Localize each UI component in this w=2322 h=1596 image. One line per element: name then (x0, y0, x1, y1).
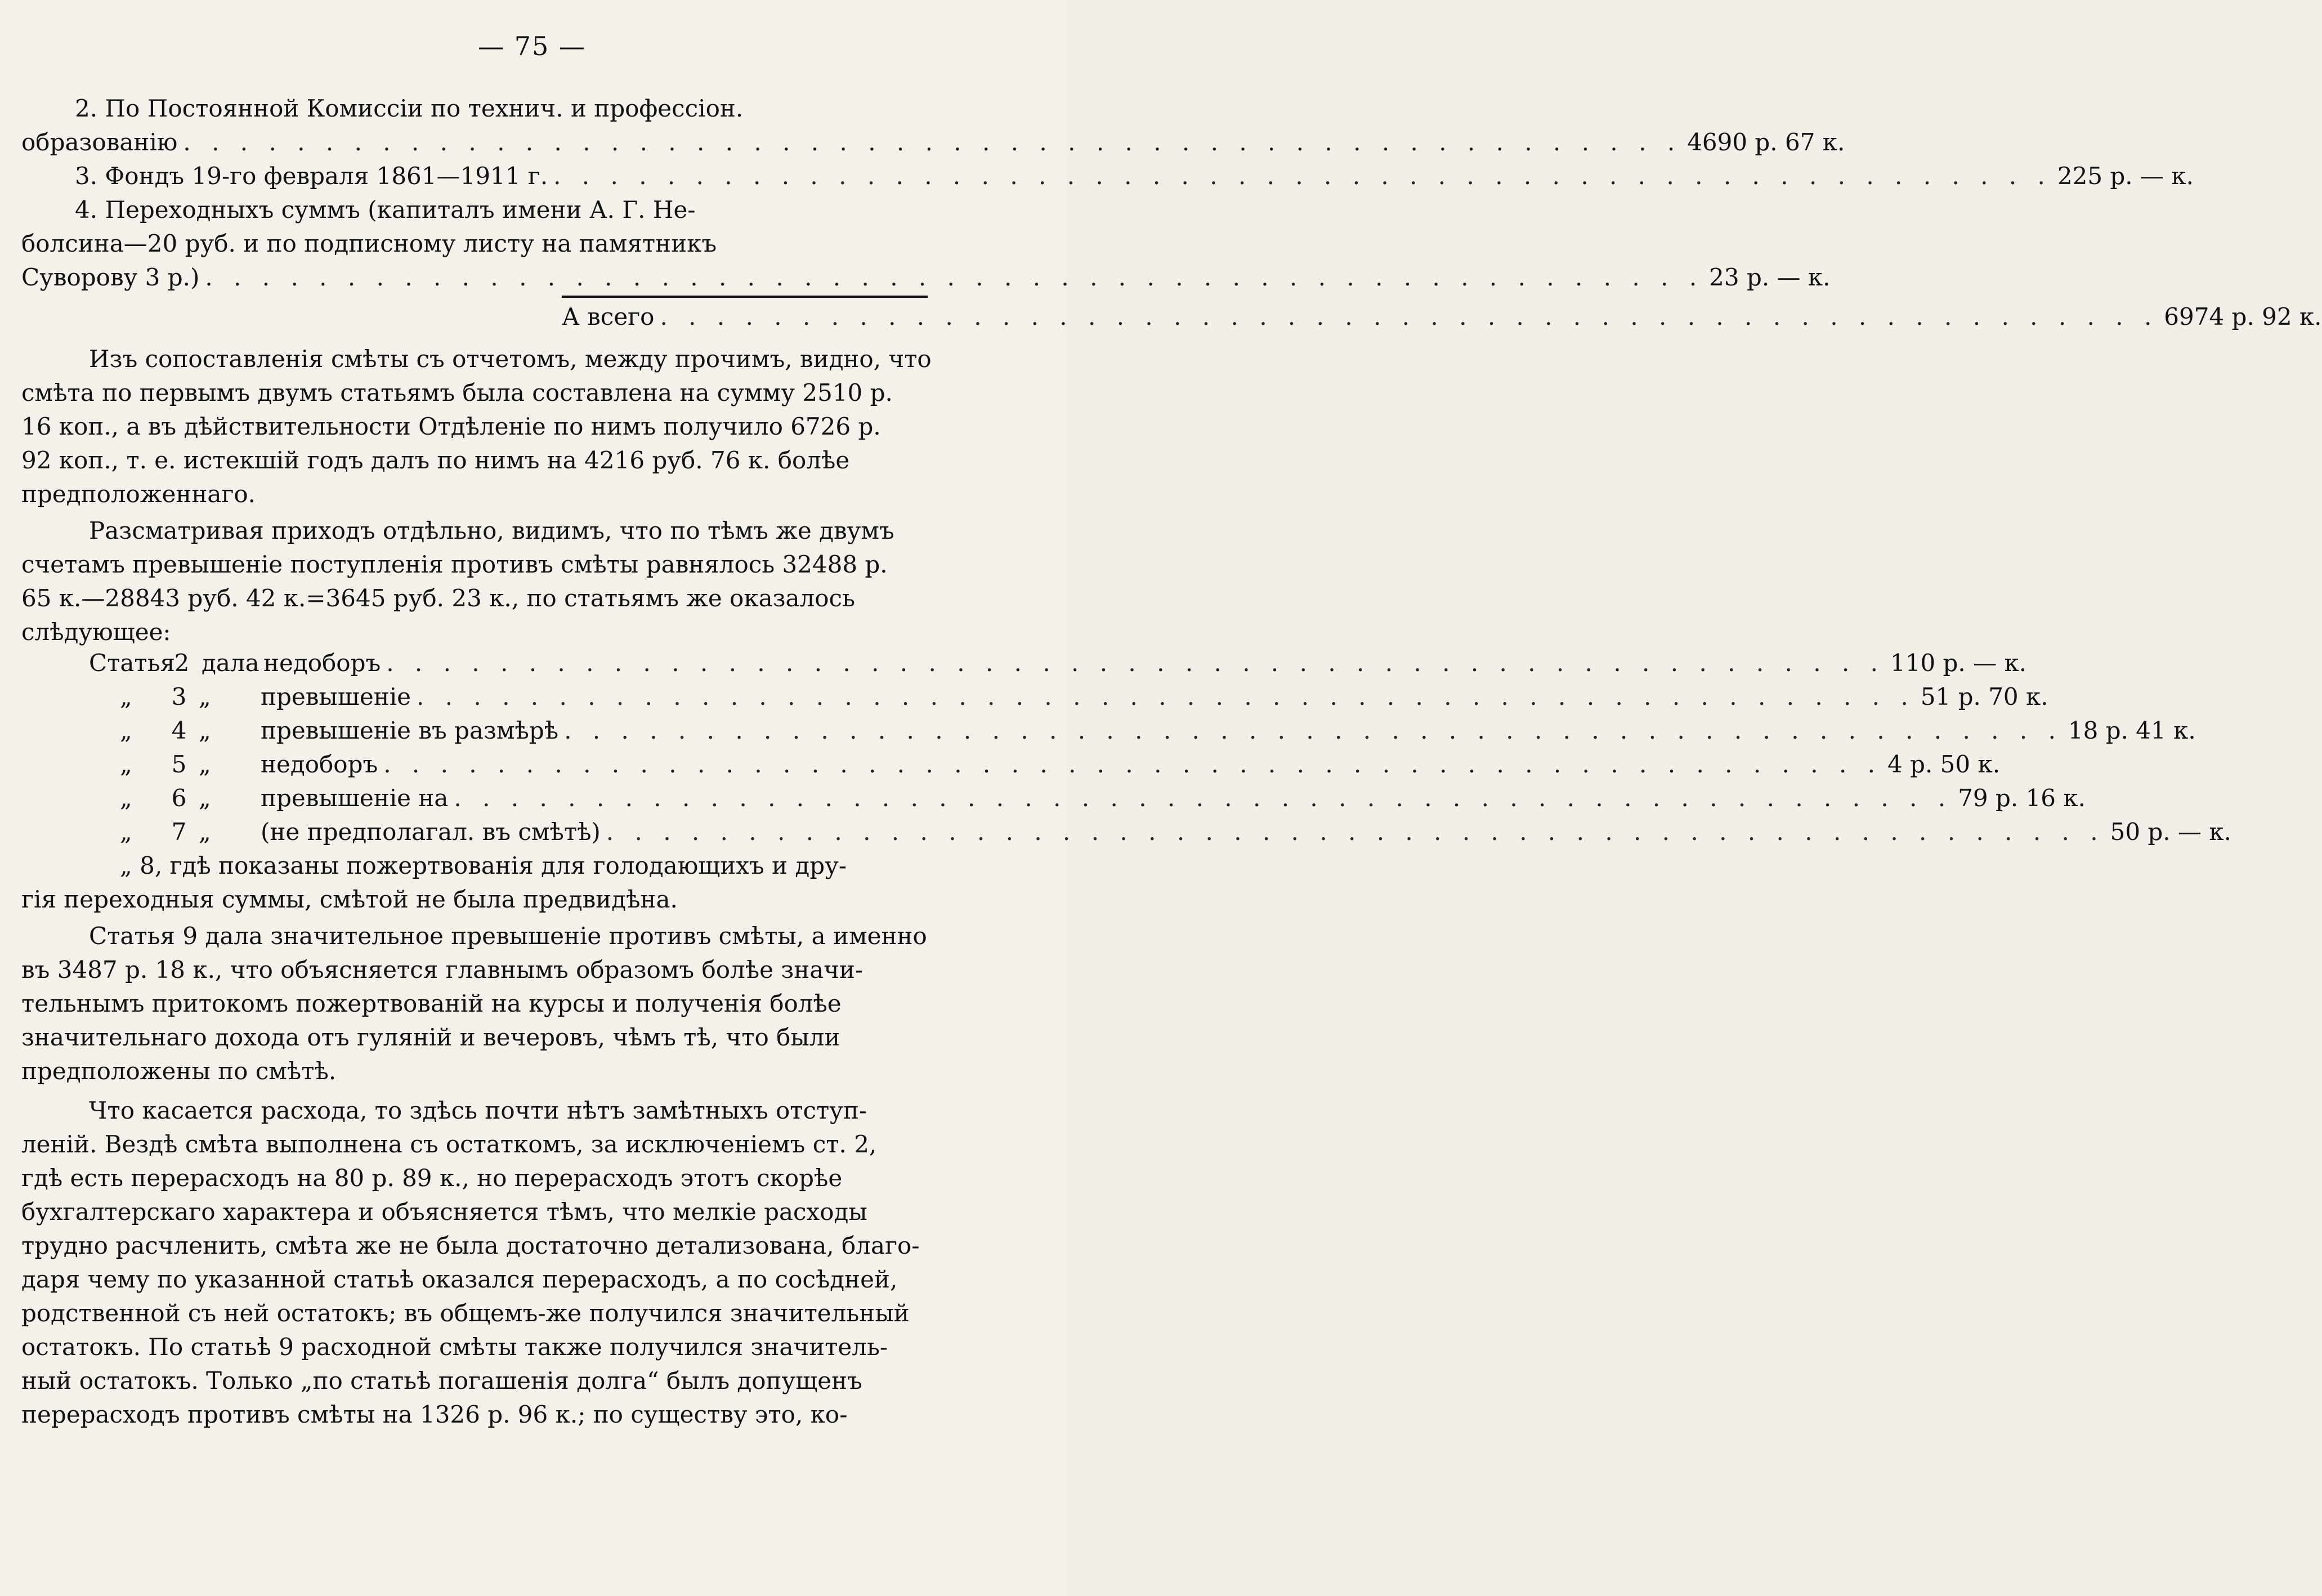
article-lead: „ (120, 750, 132, 778)
para4-line-6: даря чему по указанной статьѣ оказался перерасходъ, а по сосѣдней, (21, 1266, 898, 1293)
article-amount: 51 р. 70 к. (1920, 683, 2048, 710)
para4-line-4: бухгалтерскаго характера и объясняется тѣмъ, что мелкіе расходы (21, 1198, 867, 1226)
article-8-line-1: „ 8, гдѣ показаны пожертвованія для голодающихъ и дру- (120, 852, 847, 879)
article-number: 4 (171, 717, 187, 744)
para2-line-1: Разсматривая приходъ отдѣльно, видимъ, что по тѣмъ же двумъ (89, 517, 894, 544)
para3-line-1: Статья 9 дала значительное превышеніе противъ смѣты, а именно (89, 922, 927, 950)
article-verb: „ (199, 717, 211, 744)
total-line (21, 301, 2322, 333)
article-verb: „ (199, 784, 211, 812)
article-label (120, 681, 411, 713)
para4-line-5: трудно расчленить, смѣта же не была достаточно детализована, благо- (21, 1232, 920, 1259)
leader-dots: . . . . . . . . . . . . . . . . . . . . . . . . . . . . . . . . . . . . . . . . . . . . . . . . . . . . . (606, 818, 2105, 846)
article-lead: Статья (89, 649, 176, 677)
article-description: недоборъ (263, 649, 381, 677)
article-verb: „ (199, 750, 211, 778)
para1-line-2: смѣта по первымъ двумъ статьямъ была составлена на сумму 2510 р. (21, 379, 893, 406)
leader-dots: . . . . . . . . . . . . . . . . . . . . . . . . . . . . . . . . . . . . . . . . . . . . . . . . . . . . . (564, 717, 2062, 744)
item-3-line (21, 160, 2194, 192)
article-row (21, 783, 2086, 814)
total-label: А всего (562, 303, 655, 330)
item-4-label: Суворову 3 р.) (21, 263, 200, 291)
para4-line-3: гдѣ есть перерасходъ на 80 р. 89 к., но перерасходъ этотъ скорѣе (21, 1164, 843, 1192)
article-amount: 50 р. — к. (2110, 818, 2231, 846)
item-4-line-2: болсина—20 руб. и по подписному листу на памятникъ (21, 230, 717, 257)
article-label (120, 715, 558, 746)
article-number: 7 (171, 818, 187, 846)
para2-line-4: слѣдующее: (21, 618, 171, 646)
article-number: 2 (174, 649, 190, 677)
article-lead: „ (120, 818, 132, 846)
para3-line-3: тельнымъ притокомъ пожертвованій на курсы и полученія болѣе (21, 990, 842, 1017)
item-2-line-1: 2. По Постоянной Комиссіи по технич. и профессіон. (75, 95, 744, 122)
article-row (21, 749, 2001, 780)
article-amount: 79 р. 16 к. (1958, 784, 2086, 812)
article-row (21, 681, 2048, 713)
article-description: недоборъ (261, 750, 378, 778)
item-4-line-1: 4. Переходныхъ суммъ (капиталъ имени А. Г. Не- (75, 196, 696, 223)
item-4-amount: 23 р. — к. (1709, 263, 1831, 291)
article-label (120, 783, 448, 814)
para4-line-10: перерасходъ противъ смѣты на 1326 р. 96 к.; по существу это, ко- (21, 1401, 848, 1428)
para4-line-7: родственной съ ней остатокъ; въ общемъ-же получился значительный (21, 1299, 910, 1327)
item-2-label: образованію (21, 128, 178, 156)
article-label (120, 749, 378, 780)
article-number: 6 (171, 784, 187, 812)
article-description: превышеніе на (261, 784, 449, 812)
article-lead: „ (120, 784, 132, 812)
article-verb: дала (202, 649, 260, 677)
article-amount: 4 р. 50 к. (1887, 750, 2001, 778)
article-amount: 110 р. — к. (1890, 649, 2027, 677)
page-number: — 75 — (478, 31, 586, 61)
para1-line-3: 16 коп., а въ дѣйствительности Отдѣленіе по нимъ получило 6726 р. (21, 413, 881, 440)
article-verb: „ (199, 683, 211, 710)
para4-line-2: леній. Вездѣ смѣта выполнена съ остаткомъ, за исключеніемъ ст. 2, (21, 1130, 877, 1158)
item-2-line-2 (21, 127, 1845, 158)
item-3-amount: 225 р. — к. (2057, 162, 2194, 190)
article-label (89, 647, 381, 679)
leader-dots: . . . . . . . . . . . . . . . . . . . . . . . . . . . . . . . . . . . . . . . . . . . . . . . . . . . . . (386, 649, 1885, 677)
leader-dots: . . . . . . . . . . . . . . . . . . . . . . . . . . . . . . . . . . . . . . . . . . . . . . . . . . . . . (553, 162, 2052, 190)
para3-line-5: предположены по смѣтѣ. (21, 1057, 337, 1085)
total-rule (562, 296, 928, 298)
article-8-line-2: гія переходныя суммы, смѣтой не была предвидѣна. (21, 886, 678, 913)
article-row (21, 647, 2027, 679)
para1-line-1: Изъ сопоставленія смѣты съ отчетомъ, между прочимъ, видно, что (89, 345, 932, 373)
para2-line-3: 65 к.—28843 руб. 42 к.=3645 руб. 23 к., по статьямъ же оказалось (21, 584, 855, 612)
para1-line-4: 92 коп., т. е. истекшій годъ далъ по нимъ на 4216 руб. 76 к. болѣе (21, 446, 850, 474)
para4-line-8: остатокъ. По статьѣ 9 расходной смѣты также получился значитель- (21, 1333, 888, 1361)
item-2-amount: 4690 р. 67 к. (1687, 128, 1845, 156)
leader-dots: . . . . . . . . . . . . . . . . . . . . . . . . . . . . . . . . . . . . . . . . . . . . . . . . . . . . . (383, 750, 1882, 778)
leader-dots: . . . . . . . . . . . . . . . . . . . . . . . . . . . . . . . . . . . . . . . . . . . . . . . . . . . . . (183, 128, 1682, 156)
para3-line-2: въ 3487 р. 18 к., что объясняется главнымъ образомъ болѣе значи- (21, 956, 864, 983)
article-description: (не предполагал. въ смѣтѣ) (261, 818, 601, 846)
article-description: превышеніе въ размѣрѣ (261, 717, 559, 744)
para4-line-9: ный остатокъ. Только „по статьѣ погашенія долга“ былъ допущенъ (21, 1367, 862, 1394)
total-amount: 6974 р. 92 к. (2164, 303, 2322, 330)
para2-line-2: счетамъ превышеніе поступленія противъ смѣты равнялось 32488 р. (21, 551, 888, 578)
article-lead: „ (120, 717, 132, 744)
article-number: 5 (171, 750, 187, 778)
leader-dots: . . . . . . . . . . . . . . . . . . . . . . . . . . . . . . . . . . . . . . . . . . . . . . . . . . . . . (205, 263, 1704, 291)
item-3-label: 3. Фондъ 19-го февраля 1861—1911 г. (75, 162, 548, 190)
article-description: превышеніе (261, 683, 411, 710)
para1-line-5: предположеннаго. (21, 480, 256, 508)
para3-line-4: значительнаго дохода отъ гуляній и вечеровъ, чѣмъ тѣ, что были (21, 1023, 840, 1051)
leader-dots: . . . . . . . . . . . . . . . . . . . . . . . . . . . . . . . . . . . . . . . . . . . . . . . . . . . . . (417, 683, 1915, 710)
article-row (21, 816, 2231, 848)
article-amount: 18 р. 41 к. (2068, 717, 2196, 744)
article-lead: „ (120, 683, 132, 710)
article-row (21, 715, 2196, 746)
item-4-line-3 (21, 262, 1831, 293)
article-verb: „ (199, 818, 211, 846)
article-number: 3 (171, 683, 187, 710)
leader-dots: . . . . . . . . . . . . . . . . . . . . . . . . . . . . . . . . . . . . . . . . . . . . . . . . . . . . . (660, 303, 2159, 330)
leader-dots: . . . . . . . . . . . . . . . . . . . . . . . . . . . . . . . . . . . . . . . . . . . . . . . . . . . . . (454, 784, 1953, 812)
para4-line-1: Что касается расхода, то здѣсь почти нѣтъ замѣтныхъ отступ- (89, 1097, 867, 1124)
article-label (120, 816, 601, 848)
